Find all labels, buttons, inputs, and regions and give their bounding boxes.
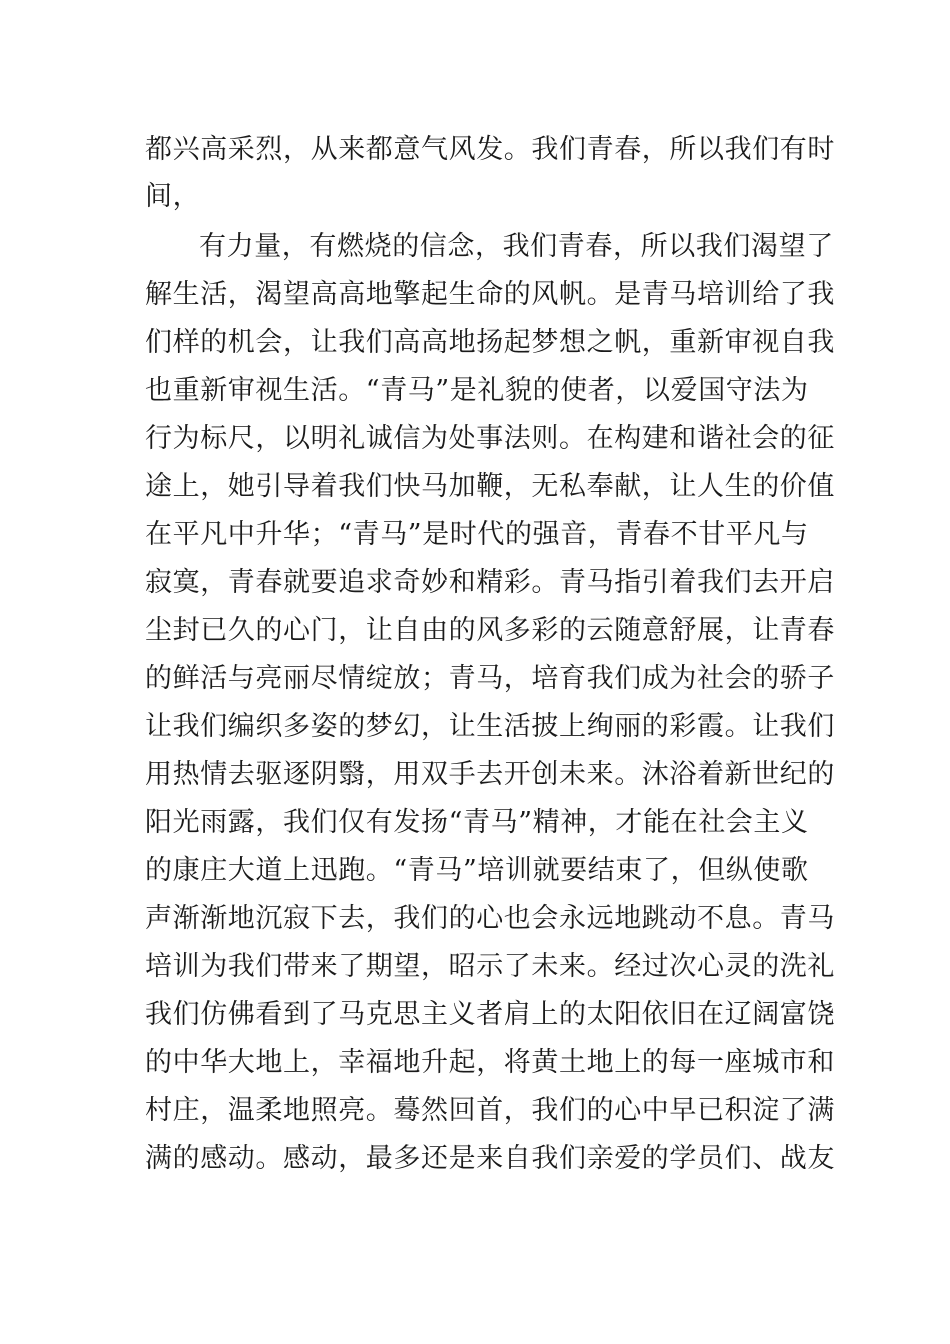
text-line-17: 声渐渐地沉寂下去，我们的心也会永远地跳动不息。青马	[145, 903, 835, 934]
text-line-18: 培训为我们带来了期望，昭示了未来。经过次心灵的洗礼	[145, 951, 835, 982]
text-line-12: 的鲜活与亮丽尽情绽放；青马，培育我们成为社会的骄子	[145, 663, 835, 694]
text-line-4: 解生活，渴望高高地擎起生命的风帆。是青马培训给了我	[145, 279, 835, 310]
text-line-22: 满的感动。感动，最多还是来自我们亲爱的学员们、战友	[145, 1143, 835, 1174]
text-line-2: 间，	[145, 181, 201, 212]
text-line-3: 有力量，有燃烧的信念，我们青春，所以我们渴望了	[199, 231, 834, 262]
text-line-9: 在平凡中升华；“青马”是时代的强音，青春不甘平凡与	[145, 519, 809, 550]
text-line-10: 寂寞，青春就要追求奇妙和精彩。青马指引着我们去开启	[145, 567, 835, 598]
text-line-20: 的中华大地上，幸福地升起，将黄土地上的每一座城市和	[145, 1047, 835, 1078]
text-line-1: 都兴高采烈，从来都意气风发。我们青春，所以我们有时	[145, 134, 835, 165]
text-line-14: 用热情去驱逐阴翳，用双手去开创未来。沐浴着新世纪的	[145, 759, 835, 790]
text-line-7: 行为标尺，以明礼诚信为处事法则。在构建和谐社会的征	[145, 423, 835, 454]
text-line-13: 让我们编织多姿的梦幻，让生活披上绚丽的彩霞。让我们	[145, 711, 835, 742]
text-line-19: 我们仿佛看到了马克思主义者肩上的太阳依旧在辽阔富饶	[145, 999, 835, 1030]
text-line-6: 也重新审视生活。“青马”是礼貌的使者，以爱国守法为	[145, 375, 809, 406]
text-line-11: 尘封已久的心门，让自由的风多彩的云随意舒展，让青春	[145, 615, 835, 646]
text-line-8: 途上，她引导着我们快马加鞭，无私奉献，让人生的价值	[145, 471, 835, 502]
text-line-5: 们样的机会，让我们高高地扬起梦想之帆，重新审视自我	[145, 327, 835, 358]
text-line-16: 的康庄大道上迅跑。“青马”培训就要结束了，但纵使歌	[145, 855, 809, 886]
text-line-21: 村庄，温柔地照亮。蓦然回首，我们的心中早已积淀了满	[145, 1095, 835, 1126]
text-line-15: 阳光雨露，我们仅有发扬“青马”精神，才能在社会主义	[145, 807, 809, 838]
